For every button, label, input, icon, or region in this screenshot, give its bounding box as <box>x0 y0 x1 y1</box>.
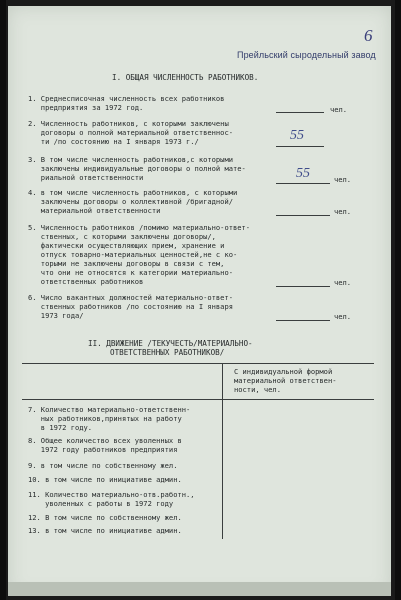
row12-line1: 12. В том числе по собственному жел. <box>28 513 182 522</box>
item2-handwritten-value: 55 <box>290 128 304 143</box>
item5-line2: ственных, с которыми заключены договоры/, <box>28 232 216 241</box>
item3-handwritten-value: 55 <box>296 166 310 181</box>
item6-line1: 6. Число вакантных должностей материально-ответ- <box>28 293 233 302</box>
row7-line1: 7. Количество материально-ответственн- <box>28 405 191 414</box>
item6-line3: 1973 года/ <box>28 311 84 320</box>
item5-line4: отпуск товарно-материальных ценностей,не с ко- <box>28 250 238 259</box>
row8-line2: 1972 году работников предприятия <box>28 445 178 454</box>
item4-line1: 4. в том числе численность работников, с которыми <box>28 188 238 197</box>
item4-blank <box>276 215 330 216</box>
row9-line1: 9. в том числе по собственному жел. <box>28 461 178 470</box>
item4-unit: чел. <box>334 207 352 216</box>
film-edge-left <box>0 0 6 600</box>
organization-stamp: Прейльский сыродельный завод <box>237 50 376 60</box>
table-column-divider <box>222 363 223 539</box>
scan-bottom-band <box>8 582 391 596</box>
section1-title: I. ОБЩАЯ ЧИСЛЕННОСТЬ РАБОТНИКОВ. <box>112 73 259 82</box>
handwritten-page-number: 6 <box>364 26 373 45</box>
item2-line1: 2. Численность работников, с которыми заключены <box>28 119 229 128</box>
item3-line1: 3. В том числе численность работников,с которыми <box>28 155 233 164</box>
column-header-line1: С индивидуальной формой <box>234 367 333 376</box>
item1-line1: 1. Среднесписочная численность всех работников <box>28 94 225 103</box>
column-header-line3: ности, чел. <box>234 385 281 394</box>
item1-unit: чел. <box>330 105 348 114</box>
row11-line1: 11. Количество материально-отв.работн., <box>28 490 195 499</box>
row7-line2: ных работников,принятых на работу <box>28 414 182 423</box>
item3-line2: заключены индивидуальные договоры о полной мате- <box>28 164 246 173</box>
item1-line2: предприятия за 1972 год. <box>28 103 144 112</box>
row8-line1: 8. Общее количество всех уволенных в <box>28 436 182 445</box>
item2-blank <box>276 146 324 147</box>
table-top-rule <box>22 363 374 364</box>
item2-line2: договоры о полной материальной ответственнос- <box>28 128 233 137</box>
item5-line7: ответственных работников <box>28 277 144 286</box>
column-header-line2: материальной ответствен- <box>234 376 337 385</box>
item5-line5: торыми не заключены договоры в связи с тем, <box>28 259 225 268</box>
item6-line2: ственных работников /по состоянию на I января <box>28 302 233 311</box>
table-header-rule <box>22 399 374 400</box>
item5-blank <box>276 286 330 287</box>
item2-line3: ти /по состоянию на I января 1973 г./ <box>28 137 199 146</box>
item4-line2: заключены договоры о коллективной /бригадной/ <box>28 197 233 206</box>
film-edge-right <box>395 0 401 600</box>
item6-blank <box>276 320 330 321</box>
item5-unit: чел. <box>334 278 352 287</box>
row10-line1: 10. в том числе по инициативе админ. <box>28 475 182 484</box>
section2-title-line2: ОТВЕТСТВЕННЫХ РАБОТНИКОВ/ <box>110 348 225 357</box>
item3-blank <box>276 183 330 184</box>
item1-blank <box>276 112 324 113</box>
section2-title-line1: II. ДВИЖЕНИЕ /ТЕКУЧЕСТЬ/МАТЕРИАЛЬНО- <box>88 339 253 348</box>
item5-line3: фактически осуществляющих прием, хранение и <box>28 241 225 250</box>
item5-line6: что они не относятся к категории материально- <box>28 268 233 277</box>
row13-line1: 13. в том числе по инициативе админ. <box>28 526 182 535</box>
item3-line3: риальной ответственности <box>28 173 144 182</box>
row11-line2: уволенных с работы в 1972 году <box>28 499 174 508</box>
document-page <box>8 6 391 596</box>
item6-unit: чел. <box>334 312 352 321</box>
row7-line3: в 1972 году. <box>28 423 93 432</box>
item5-line1: 5. Численность работников /помимо материально-ответ- <box>28 223 251 232</box>
item4-line3: материальной ответственности <box>28 206 161 215</box>
item3-unit: чел. <box>334 175 352 184</box>
